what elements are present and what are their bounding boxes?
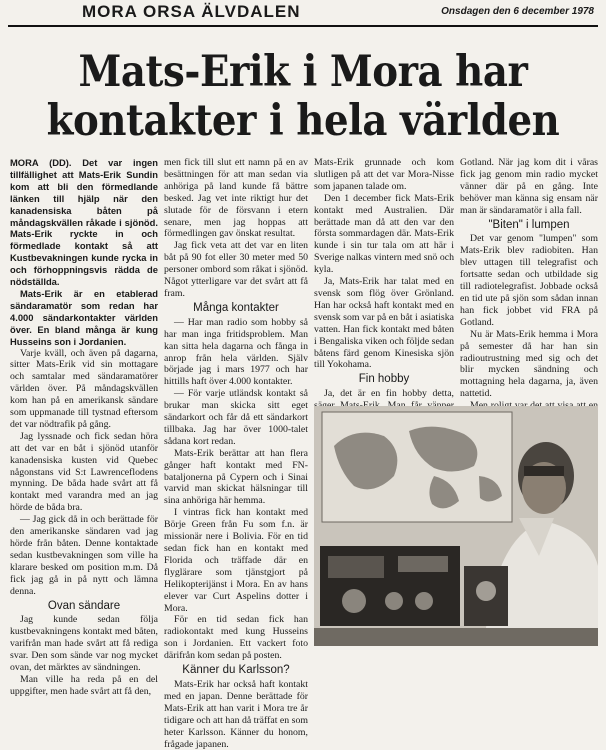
headline-line-2: kontakter i hela världen (46, 96, 560, 147)
paragraph: — För varje utländsk kontakt så brukar man skicka sitt eget sändarkort och får då ett sändarkort tillbaka. Jag har över 1000-talet sådana kort redan. (164, 388, 308, 447)
section-title: MORA ORSA ÄLVDALEN (82, 2, 301, 21)
subheading: Känner du Karlsson? (182, 664, 290, 677)
paragraph: Det var genom "lumpen" som Mats-Erik blev radiobiten. Han blev uttagen till telegrafist och fortsatte sedan och utbildade sig till radiotelegrafist. Jobbade också en tid ute på sjön som sådan innan han fick jobbet vid FRA på Gotland. (460, 233, 598, 328)
article-column-1 (10, 157, 158, 698)
publication-date: Onsdagen den 6 december 1978 (441, 6, 594, 17)
paragraph: I vintras fick han kontakt med Börje Green från Fu som f.n. är missionär nere i Bolivia. För en tid sedan fick han en kontakt med Florida och träffade där en flyglärare som tjänstgjort på Helikopterijänst i Mora. En av hans elever var Curt Aspelins dotter i Mora. (164, 507, 308, 614)
paragraph: — Har man radio som hobby så har man inga fritidsproblem. Man kan sitta hela dagarna och fånga in anrop från hela världen. Själv började jag i mars 1977 och har hittills haft över 4.000 kontakter. (164, 316, 308, 388)
header-rule (8, 25, 598, 27)
radio-operator-photo (314, 406, 598, 646)
headline-line-1: Mats-Erik i Mora har (78, 47, 528, 97)
paragraph: Ja, Mats-Erik har talat med en svensk som flög över Grönland. Han har också haft kontakt med en svensk som var på en båt i asiatiska vatten. Han fick kontakt med båten i Bengaliska viken och följde sedan båtens färd genom Kinesiska sjön till Yokohama. (314, 276, 454, 371)
lead-paragraph: MORA (DD). Det var ingen tillfällighet att Mats-Erik Sundin kom att bli den förmedlande länken till hjälp när den kanadensiska båten på måndagskvällen råkade i sjönöd. Mats-Erik ryckte in och förmedlade kontakt så att Kustbevakningen kunde rycka in och förhoppningsvis rädda de nödställda. (10, 157, 158, 288)
subheading: Ovan sändare (47, 599, 121, 612)
article-photo (314, 406, 598, 646)
paragraph: Nu är Mats-Erik hemma i Mora på semester då har han sin radioutrustning med sig och det blir mycken sändning och mottagning hela dagarna, ja, även nattetid. (460, 328, 598, 400)
paragraph: Jag kunde sedan följa kustbevakningens kontakt med båten, varifrån man hade svårt att få rediga svar. Den som sände var nog mycket ovan, det märktes av sändningen. (10, 614, 158, 674)
paragraph: Mats-Erik har också haft kontakt med en japan. Denne berättade för Mats-Erik att han varit i Mora tre år tidigare och att han då träffat en som heter Karlsson. Känner du honom, frågade japanen. (164, 678, 308, 750)
paragraph: men fick till slut ett namn på en av besättningen för att man sedan via anhöriga på land kunde få bättre besked. Jag vet inte riktigt hur det slutade för de försvann i etern senare, men jag hoppas att förmedlingen gav önskat resultat. (164, 157, 308, 240)
paragraph: Man ville ha reda på en del uppgifter, men hade svårt att få den, (10, 673, 158, 697)
lead-paragraph-2: Mats-Erik är en etablerad sändaramatör som redan har 4.000 sändarkontakter världen över. En bland många är kung Husseins son i Jordanien. (10, 287, 158, 347)
paragraph: Gotland. När jag kom dit i våras fick jag genom min radio mycket vänner där på en gång. Inte behöver man känna sig ensam när man är sändaramatör i alla fall. (460, 157, 598, 216)
paragraph: Varje kväll, och även på dagarna, sitter Mats-Erik vid sin mottagare och samtalar med sändaramatörer världen över. På måndagskvällen kom han på en amerikansk sändare som uppmanade till tystnad eftersom det var nödtrafik på gång. (10, 347, 158, 430)
paragraph: Ja, det är en fin hobby detta, (324, 388, 454, 400)
subheading: Fin hobby (358, 373, 410, 386)
paragraph: — Jag gick då in och berättade för den amerikanske sändaren vad jag hörde från båten. Denne kontaktade sedan kustbevakningen som ville ha klarare besked om position m.m. Då fick jag gå in på nytt och lämna denna. (10, 514, 158, 597)
subheading: Många kontakter (193, 301, 279, 314)
paragraph: För en tid sedan fick han radiokontakt med kung Husseins son i Jordanien. Ett vackert foto därifrån kom sedan på posten. (164, 614, 308, 662)
paragraph: Mats-Erik berättar att han flera gånger haft kontakt med FN-bataljonerna på Cypern och i Sinai varvid man skickat hälsningar till sina anhöriga här hemma. (164, 447, 308, 507)
subheading: "Biten" i lumpen (488, 218, 570, 231)
paragraph: Mats-Erik grunnade och kom slutligen på att det var Mora-Nisse som japanen talade om. (314, 157, 454, 192)
paragraph: Den 1 december fick Mats-Erik kontakt med Australien. Där berättade man då att den var den första sommardagen där. Mats-Erik kunde i sin tur tala om att här i Sverige nalkas vintern med snö och kyla. (314, 192, 454, 276)
headline (39, 48, 566, 147)
paragraph: Jag fick veta att det var en liten båt på 90 fot eller 30 meter med 50 personer ombord som råkat i sjönöd. Något ytterligare var det svårt att få fram. (164, 240, 308, 299)
paragraph: Jag lyssnade och fick sedan höra att det var en båt i sjönöd utanför kanadensiska kusten vid Quebec någonstans vid S:t Lawrenceflodens mynning. De båda hade svårt att få kontakt med varandra med an jag hörde de båda bra. (10, 430, 158, 514)
article-column-2 (164, 157, 308, 750)
